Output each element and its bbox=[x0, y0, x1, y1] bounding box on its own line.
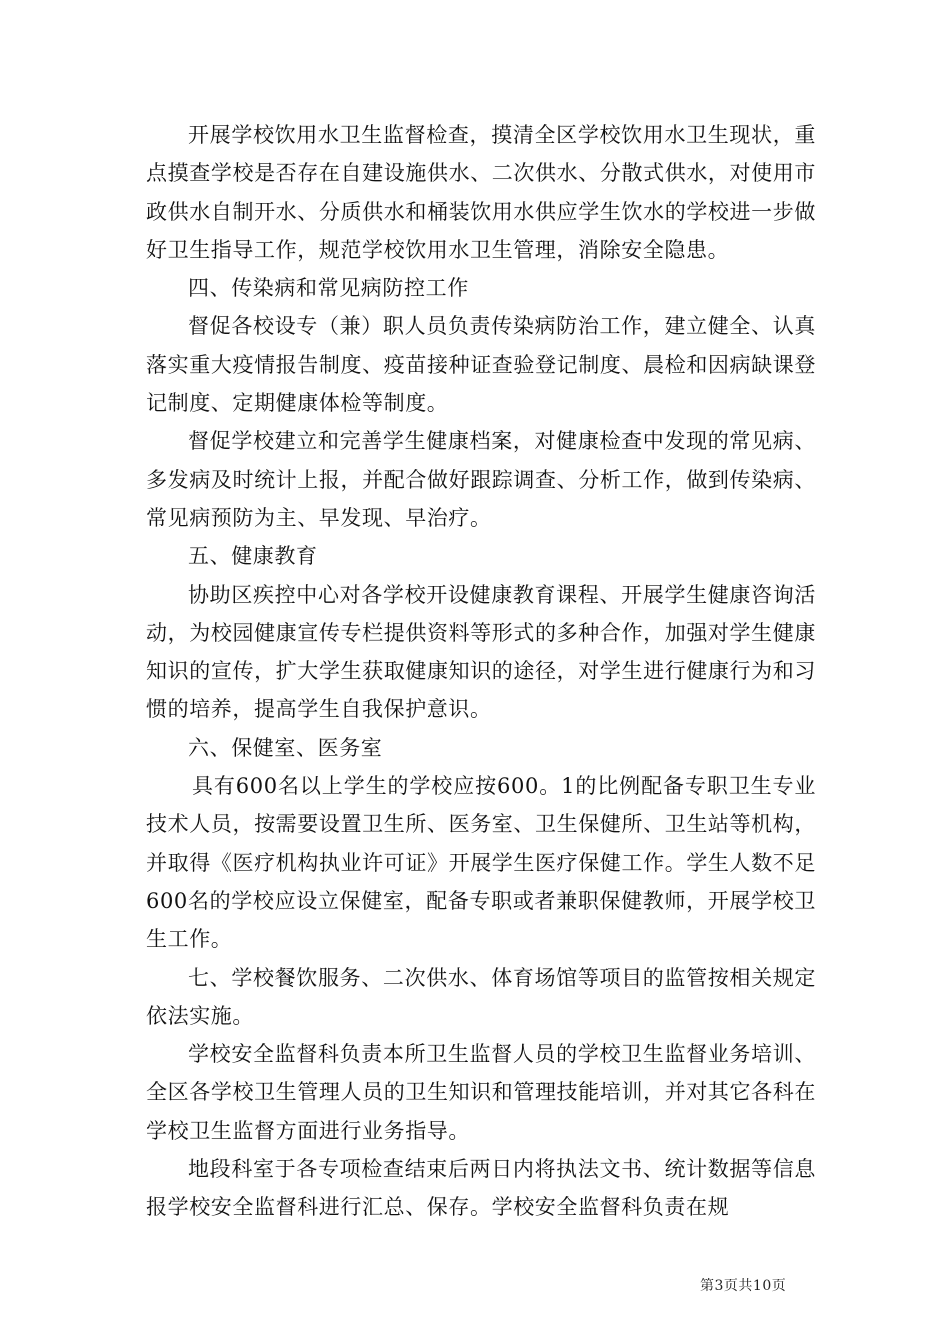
paragraph-training: 学校安全监督科负责本所卫生监督人员的学校卫生监督业务培训、全区各学校卫生管理人员的卫生知识和管理技能培训，并对其它各科在学校卫生监督方面进行业务指导。 bbox=[146, 1042, 816, 1143]
section-heading-health-education: 五、健康教育 bbox=[188, 544, 318, 569]
paragraph-catering-supervision: 七、学校餐饮服务、二次供水、体育场馆等项目的监管按相关规定依法实施。 bbox=[146, 965, 816, 1028]
page-number-footer: 第3页共10页 bbox=[700, 1278, 787, 1294]
section-heading-clinic: 六、保健室、医务室 bbox=[188, 735, 383, 760]
section-heading-disease-control: 四、传染病和常见病防控工作 bbox=[188, 276, 469, 301]
paragraph-drinking-water: 开展学校饮用水卫生监督检查，摸清全区学校饮用水卫生现状，重点摸查学校是否存在自建设施供水、二次供水、分散式供水，对使用市政供水自制开水、分质供水和桶装饮用水供应学生饮水的学校进一步做好卫生指导工作，规范学校饮用水卫生管理，消除安全隐患。 bbox=[146, 123, 816, 262]
paragraph-disease-staff: 督促各校设专（兼）职人员负责传染病防治工作，建立健全、认真落实重大疫情报告制度、疫苗接种证查验登记制度、晨检和因病缺课登记制度、定期健康体检等制度。 bbox=[146, 314, 816, 416]
paragraph-health-records: 督促学校建立和完善学生健康档案，对健康检查中发现的常见病、多发病及时统计上报，并配合做好跟踪调查、分析工作，做到传染病、常见病预防为主、早发现、早治疗。 bbox=[146, 429, 816, 530]
document-body bbox=[146, 116, 816, 1227]
paragraph-clinic-staffing: 具有600名以上学生的学校应按600。1的比例配备专职卫生专业技术人员，按需要设置卫生所、医务室、卫生保健所、卫生站等机构，并取得《医疗机构执业许可证》开展学生医疗保健工作。学生人数不足600名的学校应设立保健室，配备专职或者兼职保健教师，开展学校卫生工作。 bbox=[146, 774, 816, 952]
paragraph-health-education: 协助区疾控中心对各学校开设健康教育课程、开展学生健康咨询活动，为校园健康宣传专栏提供资料等形式的多种合作，加强对学生健康知识的宣传，扩大学生获取健康知识的途径，对学生进行健康行为和习惯的培养，提高学生自我保护意识。 bbox=[146, 582, 816, 722]
paragraph-reporting: 地段科室于各专项检查结束后两日内将执法文书、统计数据等信息报学校安全监督科进行汇总、保存。学校安全监督科负责在规 bbox=[146, 1157, 816, 1220]
